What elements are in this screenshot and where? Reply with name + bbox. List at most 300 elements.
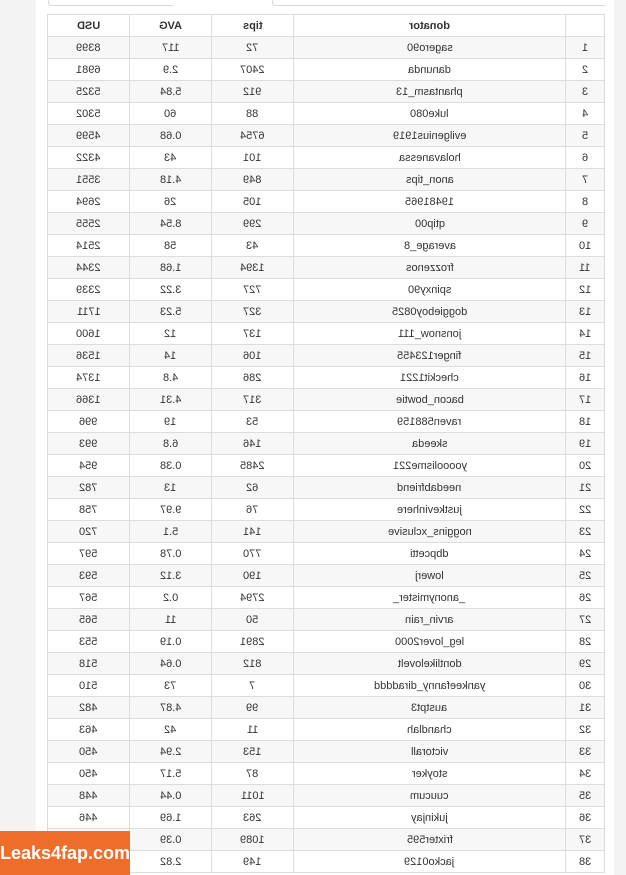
avg-cell	[130, 81, 212, 103]
rank-cell	[566, 675, 605, 697]
donator-cell-text: phantasm_13	[396, 85, 463, 98]
donator-cell-text: cuucum	[410, 789, 449, 802]
tips-cell	[212, 741, 294, 763]
avg-cell-text: 0.78	[159, 547, 182, 560]
donator-cell	[294, 631, 566, 653]
usd-cell	[48, 389, 130, 411]
tips-cell-text: 146	[243, 437, 262, 450]
rank-cell-text: 4	[581, 107, 589, 120]
rank-cell	[566, 257, 605, 279]
donator-cell-text: jukinjay	[411, 811, 448, 824]
avg-cell-text: 0.64	[159, 657, 182, 670]
donator-cell	[294, 807, 566, 829]
tab-strip-right	[272, 0, 605, 6]
usd-cell-text: 597	[79, 547, 98, 560]
rank-cell-text: 18	[578, 415, 592, 428]
tips-cell	[212, 345, 294, 367]
usd-cell	[48, 807, 130, 829]
rank-cell	[566, 543, 605, 565]
avg-cell-text: 2.9	[162, 63, 179, 76]
usd-cell-text: 463	[79, 723, 98, 736]
rank-cell	[566, 829, 605, 851]
tips-cell	[212, 565, 294, 587]
avg-cell-text: 60	[164, 107, 177, 120]
usd-cell	[48, 213, 130, 235]
header-tips[interactable]: tips	[212, 15, 294, 37]
usd-cell	[48, 499, 130, 521]
donator-cell-text: jacko0129	[404, 855, 455, 868]
avg-cell	[130, 477, 212, 499]
rank-cell-text: 3	[581, 85, 589, 98]
rank-cell	[566, 697, 605, 719]
rank-cell	[566, 301, 605, 323]
tips-cell-text: 849	[243, 173, 262, 186]
donator-cell	[294, 829, 566, 851]
tips-cell	[212, 279, 294, 301]
usd-cell-text: 518	[79, 657, 98, 670]
avg-cell-text: 12	[164, 327, 177, 340]
usd-cell	[48, 301, 130, 323]
donator-cell-text: frixter595	[406, 833, 453, 846]
rank-cell	[566, 169, 605, 191]
tips-cell-text: 101	[243, 151, 262, 164]
usd-cell-text: 758	[79, 503, 98, 516]
avg-cell-text: 14	[164, 349, 177, 362]
avg-cell-text: 3.22	[159, 283, 182, 296]
rank-cell-text: 33	[578, 745, 592, 758]
rank-cell	[566, 521, 605, 543]
avg-cell	[130, 367, 212, 389]
tips-cell	[212, 433, 294, 455]
usd-cell-text: 993	[79, 437, 98, 450]
header-donator[interactable]: donator	[294, 15, 566, 37]
rank-cell	[566, 587, 605, 609]
tips-cell-text: 153	[243, 745, 262, 758]
donator-cell-text: qtip00	[414, 217, 445, 230]
avg-cell-text: 2.82	[159, 855, 182, 868]
tips-cell	[212, 103, 294, 125]
donator-cell	[294, 785, 566, 807]
table-row	[48, 741, 605, 763]
table-row	[48, 653, 605, 675]
donator-cell	[294, 455, 566, 477]
tips-cell-text: 2794	[240, 591, 265, 604]
avg-cell	[130, 433, 212, 455]
rank-cell-text: 30	[578, 679, 592, 692]
donator-cell	[294, 719, 566, 741]
donator-cell	[294, 103, 566, 125]
avg-cell-text: 73	[164, 679, 177, 692]
usd-cell	[48, 345, 130, 367]
avg-cell	[130, 763, 212, 785]
table-row	[48, 455, 605, 477]
tips-cell-text: 137	[243, 327, 262, 340]
rank-cell-text: 12	[578, 283, 592, 296]
table-row	[48, 367, 605, 389]
rank-cell-text: 17	[578, 393, 592, 406]
donator-cell	[294, 235, 566, 257]
avg-cell	[130, 103, 212, 125]
donator-cell-text: yankeefanny_diradddd	[373, 679, 486, 692]
donator-cell	[294, 851, 566, 873]
avg-cell	[130, 609, 212, 631]
rank-cell-text: 29	[578, 657, 592, 670]
rank-cell-text: 15	[578, 349, 592, 362]
rank-cell	[566, 389, 605, 411]
usd-cell	[48, 697, 130, 719]
donator-cell-text: luke080	[410, 107, 449, 120]
donator-cell-text: stoyker	[411, 767, 448, 780]
rank-cell	[566, 367, 605, 389]
rank-cell-text: 32	[578, 723, 592, 736]
usd-cell-text: 954	[79, 459, 98, 472]
table-row	[48, 147, 605, 169]
tips-cell	[212, 213, 294, 235]
avg-cell	[130, 851, 212, 873]
usd-cell	[48, 411, 130, 433]
rank-cell	[566, 763, 605, 785]
tips-cell-text: 812	[243, 657, 262, 670]
table-row	[48, 257, 605, 279]
donator-cell-text: danunda	[408, 63, 451, 76]
donator-cell-text: bacon_bowtie	[395, 393, 464, 406]
rank-cell	[566, 609, 605, 631]
rank-cell	[566, 323, 605, 345]
table-row	[48, 565, 605, 587]
usd-cell	[48, 741, 130, 763]
header-usd[interactable]: USD	[48, 15, 130, 37]
table-row	[48, 609, 605, 631]
tips-cell	[212, 609, 294, 631]
table-row	[48, 213, 605, 235]
donator-cell	[294, 587, 566, 609]
usd-cell-text: 448	[79, 789, 98, 802]
usd-cell	[48, 59, 130, 81]
donator-cell-text: needabfriend	[397, 481, 462, 494]
rank-cell	[566, 191, 605, 213]
usd-cell	[48, 763, 130, 785]
rank-cell-text: 22	[578, 503, 592, 516]
usd-cell-text: 2514	[76, 239, 101, 252]
avg-cell-text: 3.12	[159, 569, 182, 582]
tips-cell-text: 912	[243, 85, 262, 98]
tips-cell	[212, 81, 294, 103]
usd-cell	[48, 477, 130, 499]
donator-cell	[294, 411, 566, 433]
usd-cell-text: 5302	[76, 107, 101, 120]
tips-cell	[212, 763, 294, 785]
rank-cell	[566, 499, 605, 521]
usd-cell	[48, 631, 130, 653]
table-row	[48, 675, 605, 697]
tips-cell	[212, 147, 294, 169]
donator-cell	[294, 675, 566, 697]
usd-cell-text: 4599	[76, 129, 101, 142]
tips-cell-text: 2485	[240, 459, 265, 472]
avg-cell-text: 0.39	[159, 833, 182, 846]
donator-cell-text: frozzenos	[405, 261, 454, 274]
donator-cell	[294, 499, 566, 521]
rank-cell-text: 21	[578, 481, 592, 494]
rank-cell	[566, 455, 605, 477]
table-row	[48, 59, 605, 81]
usd-cell	[48, 675, 130, 697]
rank-cell	[566, 741, 605, 763]
rank-cell	[566, 807, 605, 829]
avg-cell-text: 13	[164, 481, 177, 494]
avg-cell-text: 0.19	[159, 635, 182, 648]
donator-cell	[294, 609, 566, 631]
donator-cell	[294, 345, 566, 367]
tips-cell-text: 105	[243, 195, 262, 208]
avg-cell-text: 5.1	[162, 525, 179, 538]
rank-cell-text: 5	[581, 129, 589, 142]
avg-cell-text: 5.17	[159, 767, 182, 780]
avg-cell-text: 2.94	[159, 745, 182, 758]
tips-cell-text: 1011	[240, 789, 265, 802]
usd-cell	[48, 81, 130, 103]
rank-cell-text: 6	[581, 151, 589, 164]
rank-cell-text: 19	[578, 437, 592, 450]
rank-cell-text: 20	[578, 459, 592, 472]
tips-cell	[212, 367, 294, 389]
table-row	[48, 191, 605, 213]
rank-cell-text: 9	[581, 217, 589, 230]
usd-cell	[48, 367, 130, 389]
donator-cell-text: doggieboy0825	[391, 305, 468, 318]
avg-cell	[130, 191, 212, 213]
table-row	[48, 763, 605, 785]
rank-cell	[566, 213, 605, 235]
tips-cell	[212, 125, 294, 147]
avg-cell	[130, 785, 212, 807]
donator-cell	[294, 257, 566, 279]
rank-cell-text: 7	[581, 173, 589, 186]
table-row	[48, 697, 605, 719]
donator-cell-text: noggins_xclusive	[387, 525, 472, 538]
avg-cell	[130, 587, 212, 609]
usd-cell-text: 8399	[76, 41, 101, 54]
tips-cell	[212, 191, 294, 213]
rank-cell	[566, 103, 605, 125]
rank-cell	[566, 631, 605, 653]
donator-cell-text: austpt3	[411, 701, 448, 714]
donator-cell	[294, 59, 566, 81]
tips-cell	[212, 411, 294, 433]
tips-cell	[212, 499, 294, 521]
rank-cell-text: 35	[578, 789, 592, 802]
donator-cell-text: justkevinhere	[397, 503, 462, 516]
tips-cell	[212, 323, 294, 345]
tips-cell-text: 72	[246, 41, 259, 54]
usd-cell-text: 446	[79, 811, 98, 824]
table-row	[48, 125, 605, 147]
avg-cell	[130, 169, 212, 191]
donator-cell	[294, 367, 566, 389]
avg-cell	[130, 455, 212, 477]
tips-cell	[212, 785, 294, 807]
tips-cell-text: 149	[243, 855, 262, 868]
table-row	[48, 323, 605, 345]
usd-cell-text: 1536	[76, 349, 101, 362]
donator-cell-text: leg_lover2000	[394, 635, 465, 648]
avg-cell	[130, 279, 212, 301]
rank-cell-text: 34	[578, 767, 592, 780]
tips-cell-text: 76	[246, 503, 259, 516]
tips-cell-text: 50	[246, 613, 259, 626]
usd-cell	[48, 719, 130, 741]
rank-cell-text: 11	[579, 261, 591, 274]
avg-cell-text: 4.87	[159, 701, 182, 714]
rank-cell-text: 36	[578, 811, 592, 824]
avg-cell-text: 6.8	[162, 437, 179, 450]
avg-cell	[130, 719, 212, 741]
tips-cell-text: 727	[243, 283, 262, 296]
rank-cell	[566, 279, 605, 301]
donator-cell-text: yoooolisme221	[392, 459, 467, 472]
table-row	[48, 37, 605, 59]
usd-cell-text: 565	[79, 613, 98, 626]
usd-cell	[48, 653, 130, 675]
donator-cell-text: evilgenius1919	[392, 129, 467, 142]
avg-cell-text: 1.69	[159, 811, 182, 824]
usd-cell-text: 2555	[76, 217, 101, 230]
avg-cell	[130, 213, 212, 235]
avg-cell	[130, 829, 212, 851]
tab-strip-left	[48, 0, 173, 6]
rank-cell-text: 8	[581, 195, 589, 208]
tips-cell	[212, 697, 294, 719]
donator-cell-text: arvin_rain	[405, 613, 454, 626]
usd-cell-text: 593	[79, 569, 98, 582]
rank-cell	[566, 411, 605, 433]
tips-cell-text: 141	[243, 525, 262, 538]
donator-leaderboard-table	[47, 14, 605, 873]
donator-cell	[294, 169, 566, 191]
avg-cell-text: 9.97	[159, 503, 182, 516]
tips-cell	[212, 455, 294, 477]
header-avg[interactable]: AVG	[130, 15, 212, 37]
table-row	[48, 411, 605, 433]
donator-cell-text: victorall	[410, 745, 449, 758]
rank-cell-text: 1	[581, 41, 589, 54]
donator-cell-text: raven588159	[397, 415, 462, 428]
table-row	[48, 631, 605, 653]
usd-cell	[48, 191, 130, 213]
avg-cell	[130, 631, 212, 653]
table-row	[48, 521, 605, 543]
usd-cell	[48, 147, 130, 169]
rank-cell	[566, 147, 605, 169]
rank-cell-text: 31	[578, 701, 592, 714]
table-row	[48, 851, 605, 873]
donator-cell-text: finger123455	[397, 349, 462, 362]
tips-cell	[212, 851, 294, 873]
table-row	[48, 279, 605, 301]
avg-cell	[130, 499, 212, 521]
tips-cell	[212, 169, 294, 191]
usd-cell	[48, 455, 130, 477]
avg-cell	[130, 389, 212, 411]
rank-cell	[566, 477, 605, 499]
tips-cell	[212, 829, 294, 851]
donator-cell-text: spinxy90	[407, 283, 452, 296]
usd-cell-text: 5325	[76, 85, 101, 98]
rank-cell-text: 25	[578, 569, 592, 582]
usd-cell	[48, 587, 130, 609]
tips-cell-text: 7	[249, 679, 256, 692]
usd-cell	[48, 543, 130, 565]
avg-cell	[130, 653, 212, 675]
usd-cell-text: 720	[79, 525, 98, 538]
donator-cell-text: checkit1221	[400, 371, 459, 384]
tips-cell-text: 190	[243, 569, 262, 582]
usd-cell-text: 567	[79, 591, 98, 604]
header-rank	[566, 15, 605, 37]
table-row	[48, 301, 605, 323]
donator-cell	[294, 213, 566, 235]
rank-cell	[566, 719, 605, 741]
table-row	[48, 543, 605, 565]
tips-cell	[212, 807, 294, 829]
table-row	[48, 785, 605, 807]
table-header-row	[48, 15, 605, 37]
avg-cell-text: 5.23	[159, 305, 182, 318]
donator-cell-text: dontlikelovelt	[397, 657, 462, 670]
rank-cell	[566, 235, 605, 257]
usd-cell-text: 1366	[76, 393, 101, 406]
usd-cell	[48, 169, 130, 191]
tips-cell-text: 88	[246, 107, 259, 120]
rank-cell-text: 38	[578, 855, 592, 868]
avg-cell-text: 43	[164, 151, 177, 164]
tips-cell-text: 299	[243, 217, 262, 230]
watermark: Leaks4fap.com	[0, 831, 130, 875]
tips-cell	[212, 37, 294, 59]
table-row	[48, 499, 605, 521]
rank-cell	[566, 851, 605, 873]
donator-cell-text: sagero90	[406, 41, 453, 54]
usd-cell	[48, 785, 130, 807]
avg-cell-text: 4.18	[159, 173, 182, 186]
tips-cell	[212, 587, 294, 609]
tips-cell-text: 62	[246, 481, 259, 494]
tips-cell-text: 1089	[240, 833, 265, 846]
avg-cell-text: 19	[164, 415, 177, 428]
usd-cell	[48, 323, 130, 345]
avg-cell	[130, 543, 212, 565]
table-row	[48, 103, 605, 125]
table-row	[48, 829, 605, 851]
rank-cell	[566, 785, 605, 807]
rank-cell-text: 13	[578, 305, 592, 318]
table-row	[48, 719, 605, 741]
avg-cell	[130, 301, 212, 323]
tips-cell-text: 317	[243, 393, 262, 406]
avg-cell	[130, 147, 212, 169]
tips-cell	[212, 653, 294, 675]
usd-cell-text: 450	[79, 767, 98, 780]
rank-cell-text: 10	[578, 239, 592, 252]
tips-cell	[212, 235, 294, 257]
tips-cell-text: 2891	[240, 635, 265, 648]
avg-cell-text: 1.68	[159, 261, 182, 274]
rank-cell	[566, 345, 605, 367]
donator-cell	[294, 521, 566, 543]
rank-cell	[566, 59, 605, 81]
avg-cell-text: 4.8	[162, 371, 179, 384]
tips-cell	[212, 257, 294, 279]
